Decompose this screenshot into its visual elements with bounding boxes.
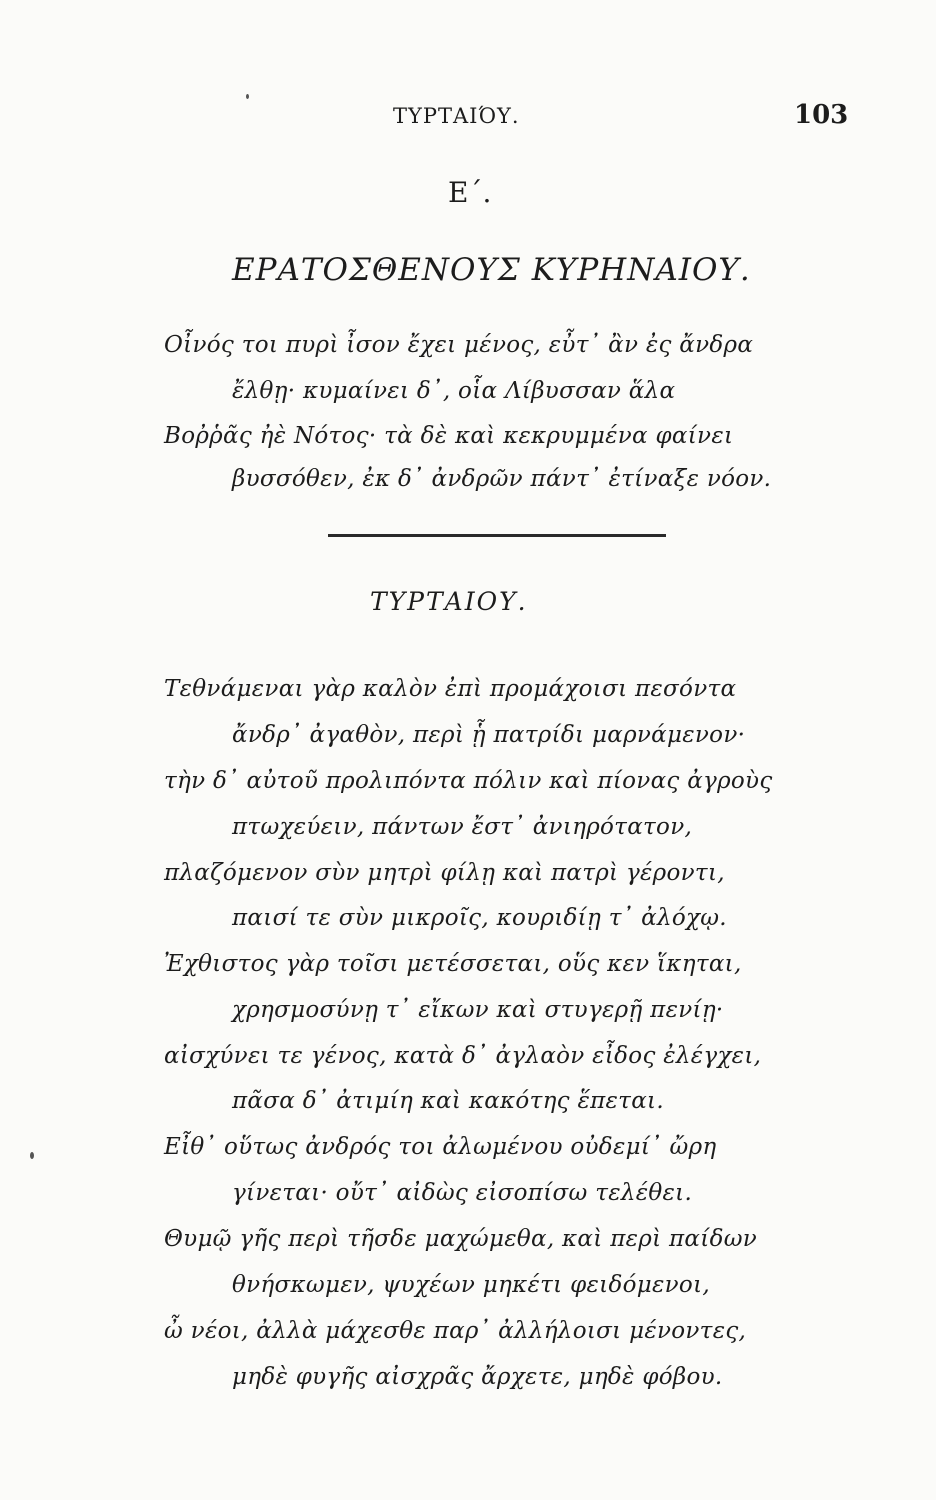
poem1-line: ἔλθῃ· κυμαίνει δ᾽, οἷα Λίβυσσαν ἅλα	[232, 378, 676, 404]
page-number: 103	[794, 100, 849, 130]
poem2-line: ὦ νέοι, ἀλλὰ μάχεσθε παρ᾽ ἀλλήλοισι μένοντες,	[164, 1318, 747, 1344]
poem1-author-heading: ΕΡΑΤΟΣΘΕΝΟΥΣ ΚΥΡΗΝΑΙΟΥ.	[232, 252, 751, 288]
poem1-line: βυσσόθεν, ἐκ δ᾽ ἀνδρῶν πάντ᾽ ἐτίναξε νόον.	[232, 466, 772, 492]
poem2-author-heading: ΤΥΡΤΑΙΟΥ.	[370, 587, 528, 616]
running-head	[0, 100, 936, 144]
poem2-line: πλαζόμενον σὺν μητρὶ φίλῃ καὶ πατρὶ γέροντι,	[164, 860, 725, 886]
poem2-line: Εἶθ᾽ οὕτως ἀνδρός τοι ἀλωμένου οὐδεμί᾽ ὤρη	[164, 1134, 717, 1160]
poem2-line: ἄνδρ᾽ ἀγαθὸν, περὶ ᾗ πατρίδι μαρνάμενον·	[232, 722, 746, 748]
ink-speck	[30, 1152, 34, 1159]
running-title: ΤΥΡΤΑΙΌΥ.	[393, 104, 520, 128]
poem2-line: μηδὲ φυγῆς αἰσχρᾶς ἄρχετε, μηδὲ φόβου.	[232, 1364, 723, 1390]
poem2-line: πᾶσα δ᾽ ἀτιμίη καὶ κακότης ἕπεται.	[232, 1088, 664, 1114]
poem2-line: γίνεται· οὔτ᾽ αἰδὼς εἰσοπίσω τελέθει.	[232, 1180, 693, 1206]
poem2-line: θνήσκωμεν, ψυχέων μηκέτι φειδόμενοι,	[232, 1272, 710, 1298]
section-divider	[328, 534, 666, 537]
poem2-line: Ἐχθιστος γὰρ τοῖσι μετέσσεται, οὕς κεν ἵκηται,	[164, 951, 742, 977]
poem2-line: τὴν δ᾽ αὐτοῦ προλιπόντα πόλιν καὶ πίονας ἀγροὺς	[164, 768, 773, 794]
poem2-line: παισί τε σὺν μικροῖς, κουριδίῃ τ᾽ ἀλόχῳ.	[232, 905, 727, 931]
ink-speck	[246, 94, 249, 99]
poem1-line: Βοῤῥᾶς ἠὲ Νότος· τὰ δὲ καὶ κεκρυμμένα φαίνει	[164, 423, 734, 449]
section-number: Ε΄.	[448, 176, 492, 209]
poem1-line: Οἶνός τοι πυρὶ ἶσον ἔχει μένος, εὖτ᾽ ἂν ἐς ἄνδρα	[164, 332, 754, 358]
poem2-line: Θυμῷ γῆς περὶ τῆσδε μαχώμεθα, καὶ περὶ παίδων	[164, 1226, 758, 1252]
poem2-line: χρησμοσύνῃ τ᾽ εἴκων καὶ στυγερῇ πενίῃ·	[232, 997, 724, 1023]
poem2-line: Τεθνάμεναι γὰρ καλὸν ἐπὶ προμάχοισι πεσόντα	[164, 676, 737, 702]
poem2-line: πτωχεύειν, πάντων ἔστ᾽ ἀνιηρότατον,	[232, 814, 693, 840]
poem2-line: αἰσχύνει τε γένος, κατὰ δ᾽ ἀγλαὸν εἶδος ἐλέγχει,	[164, 1043, 762, 1069]
